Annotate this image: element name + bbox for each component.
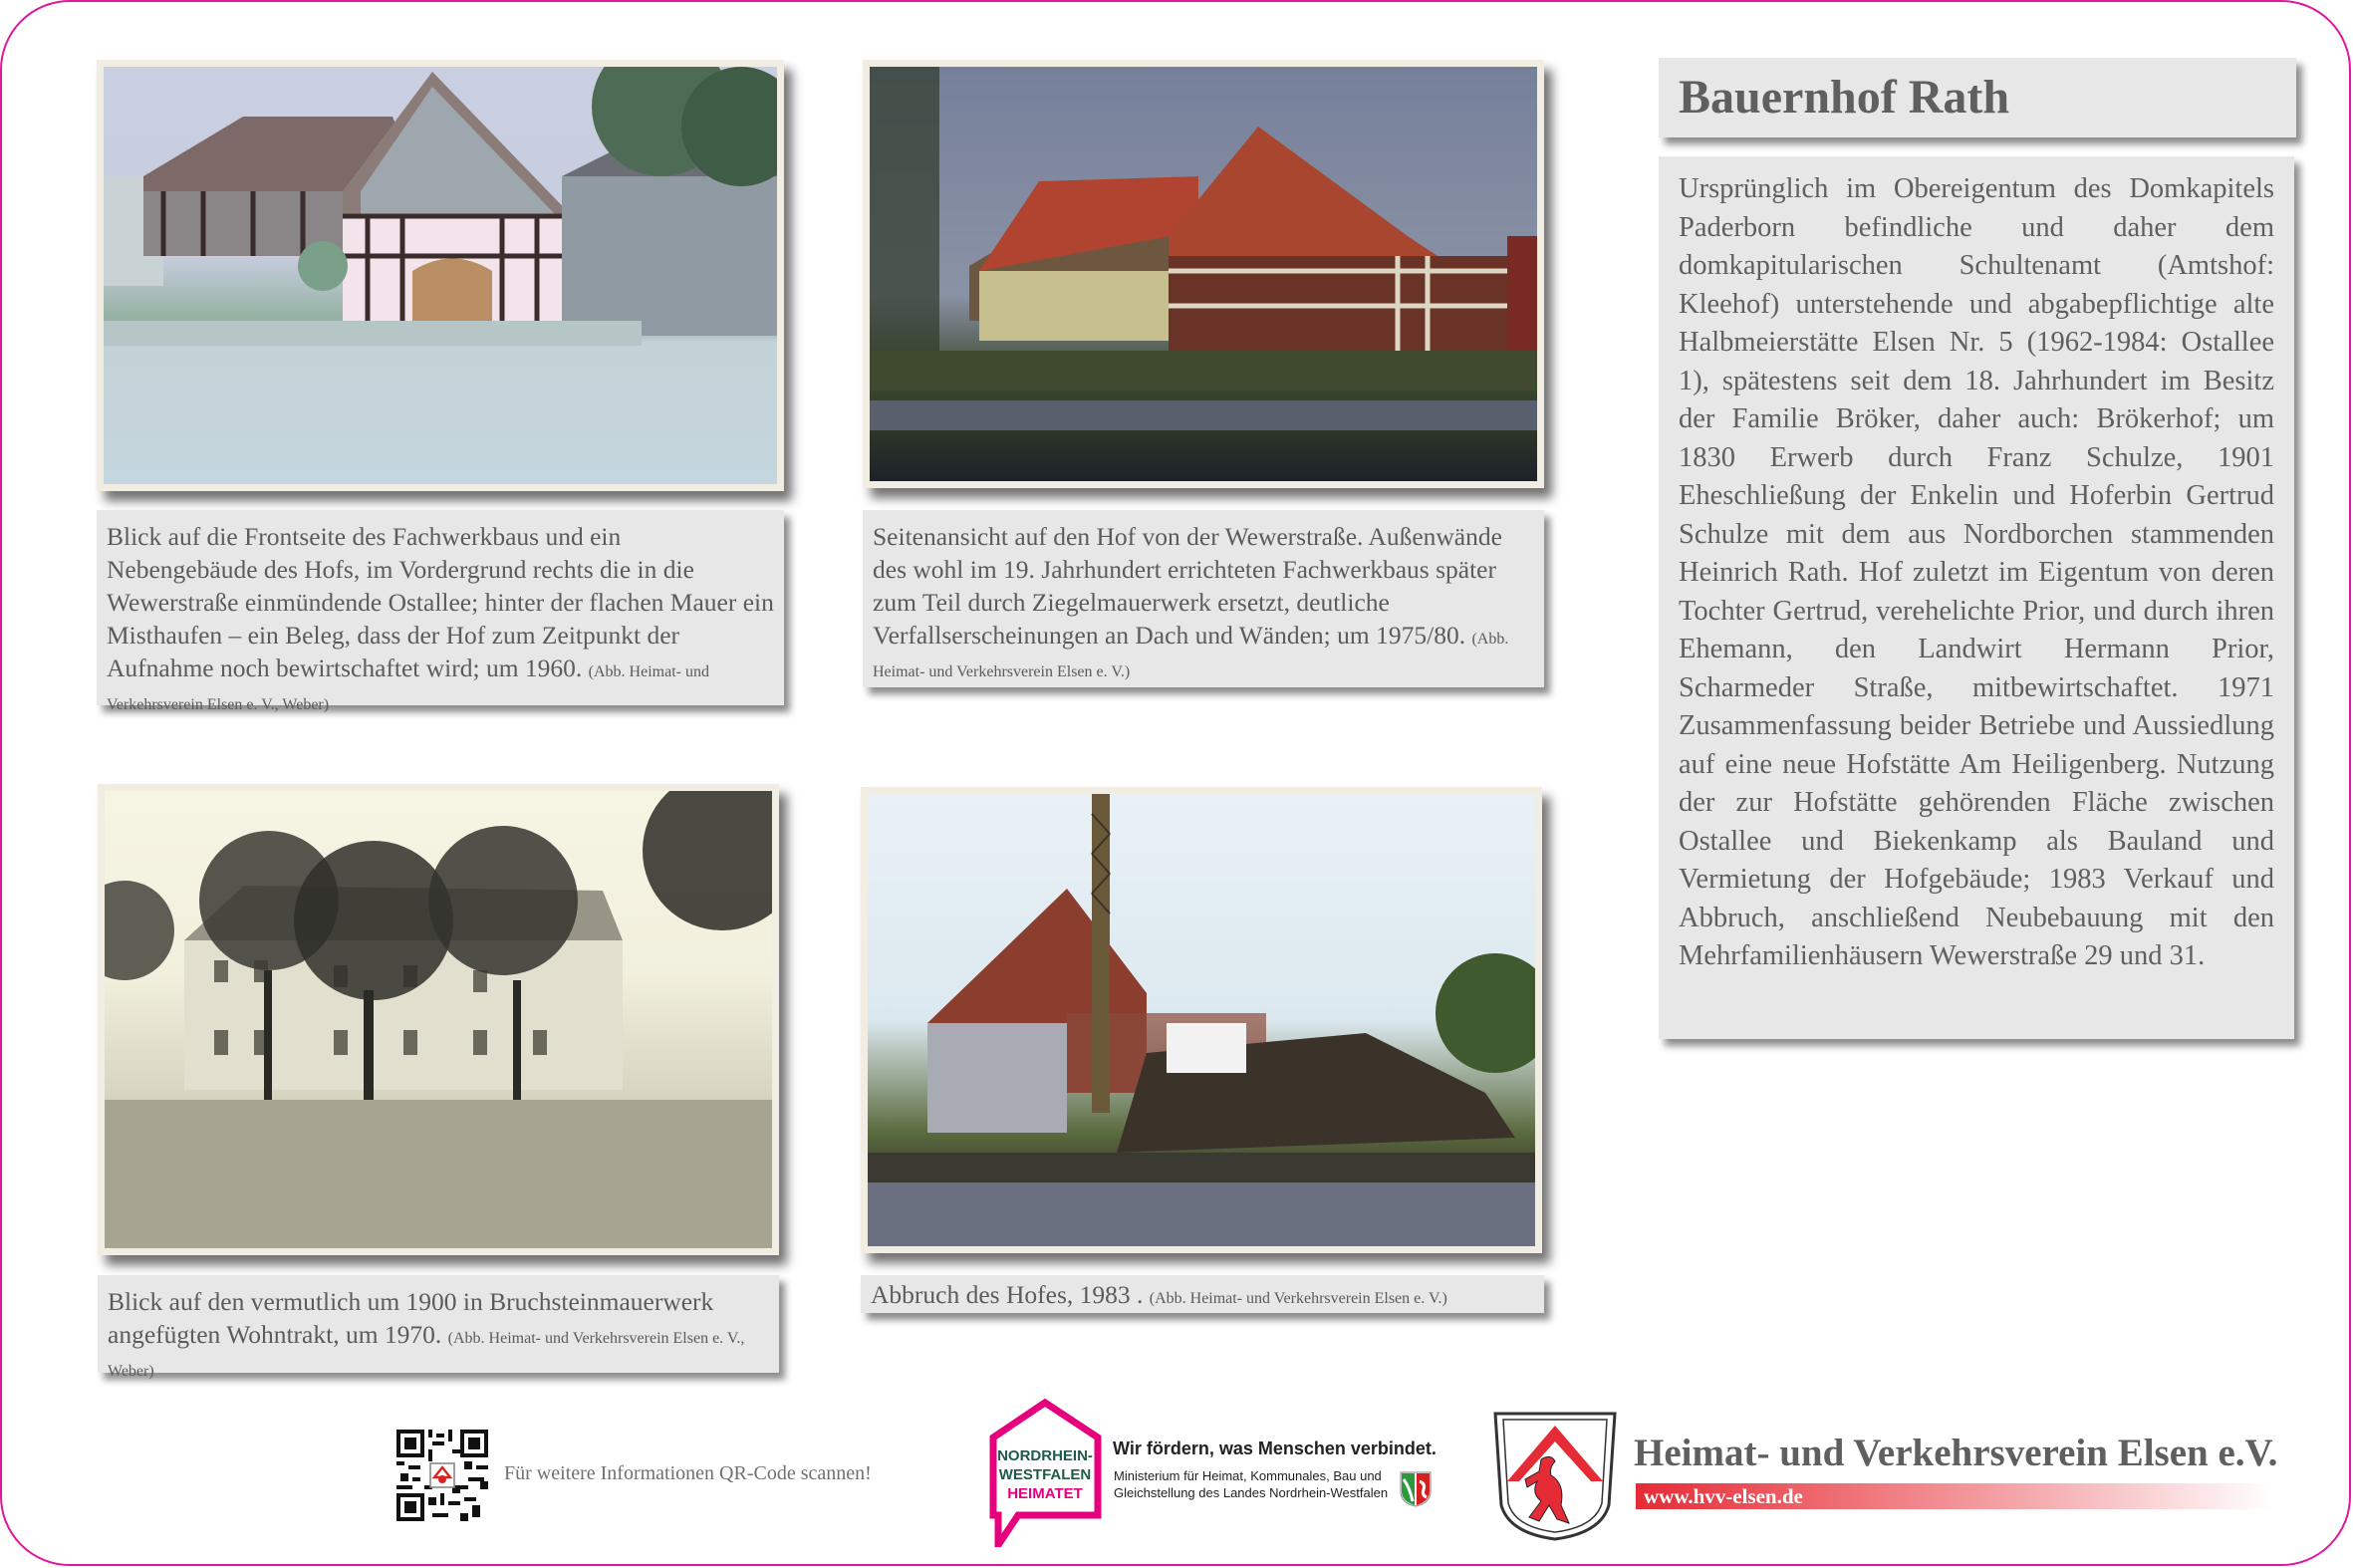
history-text-panel (1659, 156, 2294, 1039)
caption-text: Seitenansicht auf den Hof von der Wewerstraße. Außenwände des wohl im 19. Jahrhundert errichteten Fachwerkbaus später zum Teil durch Ziegelmauerwerk ersetzt, deutliche Verfallserscheinungen an Dach und Wänden; um 1975/80. (873, 522, 1502, 650)
farmhouse-color-photo (104, 67, 777, 484)
qr-code-icon[interactable] (396, 1430, 488, 1521)
caption-source: (Abb. Heimat- und Verkehrsverein Elsen e. V., Weber) (107, 663, 709, 713)
photo-caption-1 (97, 510, 784, 713)
caption-source: (Abb. Heimat- und Verkehrsverein Elsen e. V., Weber) (108, 1330, 745, 1380)
photo-demolition (861, 787, 1542, 1253)
nrw-coat-of-arms-icon (1400, 1471, 1432, 1507)
demolition-photo (868, 794, 1535, 1246)
photo-caption-4 (861, 1275, 1544, 1313)
photo-residential-wing (98, 784, 779, 1255)
nrw-heimatet-logo (988, 1398, 1103, 1547)
history-text: Ursprünglich im Obereigentum des Domkapitels Paderborn befindliche und daher dem domkapitularischen Schultenamt (Amtshof: Kleehof) unterstehende und abgabepflichtige alte Halbmeierstätte Elsen Nr. 5 (1962-1984: Ostallee 1), spätestens seit dem 18. Jahrhundert im Besitz der Familie Bröker, daher auch: Brökerhof; um 1830 Erwerb durch Franz Schulze, 1901 Eheschließung der Enkelin und Hoferbin Gertrud Schulze mit dem aus Nordborchen stammenden Heinrich Rath. Hof zuletzt im Eigentum von deren Tochter Gertrud, verehelichte Prior, und durch ihren Ehemann, den Landwirt Hermann Prior, Scharmeder Straße, mitbewirtschaftet. 1971 Zusammenfassung beider Betriebe und Aussiedlung auf eine neue Hofstätte Am Heiligenberg. Nutzung der zur Hofstätte gehörenden Fläche zwischen Ostallee und Biekenkamp als Bauland und Vermietung der Hofgebäude; 1983 Verkauf und Abbruch, anschließend Neubebauung mit den Mehrfamilienhäusern Wewerstraße 29 und 31. (1679, 173, 2274, 971)
ministry-line-1: Ministerium für Heimat, Kommunales, Bau und (1114, 1468, 1382, 1483)
caption-source: (Abb. Heimat- und Verkehrsverein Elsen e. V.) (1149, 1290, 1447, 1307)
nrw-logo-line3: HEIMATET (1007, 1485, 1083, 1502)
caption-text: Blick auf den vermutlich um 1900 in Bruchsteinmauerwerk angefügten Wohntrakt, um 1970. (108, 1287, 714, 1349)
nrw-slogan: Wir fördern, was Menschen verbindet. (1113, 1438, 1437, 1458)
caption-source: (Abb. Heimat- und Verkehrsverein Elsen e. V.) (873, 631, 1509, 680)
caption-text: Abbruch des Hofes, 1983 . (871, 1280, 1150, 1309)
hvv-website-link[interactable]: www.hvv-elsen.de (1644, 1484, 1803, 1508)
ministry-line-2: Gleichstellung des Landes Nordrhein-Westfalen (1114, 1485, 1389, 1500)
photo-front-view (97, 60, 784, 491)
page-title: Bauernhof Rath (1679, 71, 2010, 124)
hvv-coat-of-arms-icon (1491, 1410, 1619, 1541)
sepia-photo (105, 791, 772, 1248)
nrw-logo-line2: WESTFALEN (998, 1466, 1092, 1483)
hvv-organization-name: Heimat- und Verkehrsverein Elsen e.V. (1634, 1432, 2278, 1474)
qr-instruction-text: Für weitere Informationen QR-Code scannen! (504, 1462, 872, 1484)
photo-caption-2 (863, 510, 1544, 687)
caption-text: Blick auf die Frontseite des Fachwerkbaus und ein Nebengebäude des Hofs, im Vordergrund rechts die in die Wewerstraße einmündende Ostallee; hinter der flachen Mauer ein Misthaufen – ein Beleg, dass der Hof zum Zeitpunkt der Aufnahme noch bewirtschaftet wird; um 1960. (107, 522, 774, 682)
farm-red-roof-photo (870, 67, 1537, 481)
photo-side-view (863, 60, 1544, 488)
nrw-logo-line1: NORDRHEIN- (997, 1447, 1093, 1464)
photo-caption-3 (98, 1275, 779, 1380)
nrw-ministry-text (1114, 1467, 1388, 1501)
title-panel (1659, 58, 2296, 137)
